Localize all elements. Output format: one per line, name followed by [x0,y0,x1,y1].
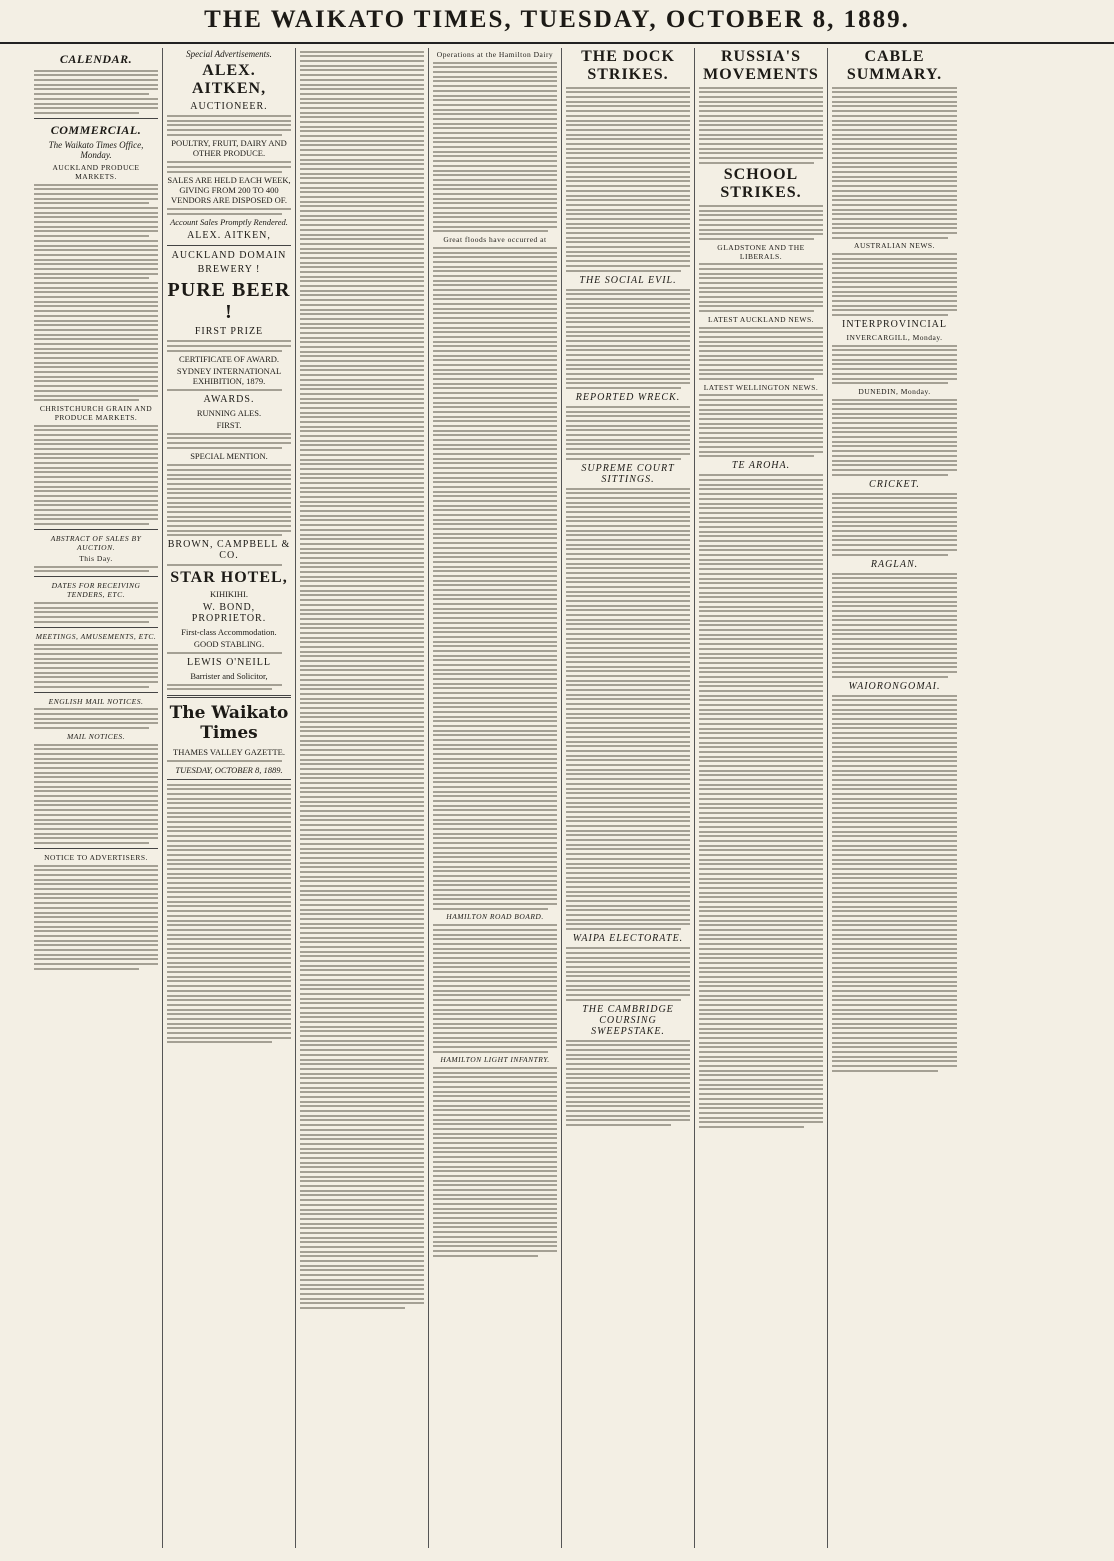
mail-notices-heading: MAIL NOTICES. [66,731,126,741]
sales-label: SALES ARE HELD EACH WEEK, GIVING FROM 200 TO 400 VENDORS ARE DISPOSED OF. [167,175,291,206]
auckland-domain: AUCKLAND DOMAIN [171,250,287,262]
first-label: FIRST. [216,420,242,430]
road-board-heading: HAMILTON ROAD BOARD. [446,912,544,922]
christchurch-heading: CHRISTCHURCH GRAIN AND PRODUCE MARKETS. [39,403,153,422]
article-body [34,425,158,525]
reported-wreck-heading: REPORTED WRECK. [575,391,681,403]
column-5 [562,48,695,1548]
latest-auckland-heading: LATEST AUCKLAND NEWS. [708,314,814,324]
coursing-heading: THE CAMBRIDGE COURSING SWEEPSTAKE. [582,1003,674,1037]
advertiser-name-2: ALEX. AITKEN, [187,230,271,242]
calendar-table [34,70,158,114]
first-prize: FIRST PRIZE [194,326,264,338]
gladstone-heading: GLADSTONE AND THE LIBERALS. [717,242,805,261]
bond-proprietor: W. BOND, PROPRIETOR. [191,602,267,625]
dock-strikes-heading: THE DOCK STRIKES. [581,48,675,83]
special-mention: SPECIAL MENTION. [190,451,268,462]
waipa-heading: WAIPA ELECTORATE. [572,933,684,945]
column-1 [30,48,163,1548]
gazette-label: THAMES VALLEY GAZETTE. [173,747,285,758]
social-evil-heading: THE SOCIAL EVIL. [579,274,677,286]
barrister: Barrister and Solicitor, [190,670,268,681]
produce-label: POULTRY, FRUIT, DAIRY AND OTHER PRODUCE. [171,138,287,159]
brown-campbell: BROWN, CAMPBELL & CO. [167,539,291,562]
newspaper-title: THE WAIKATO TIMES, TUESDAY, OCTOBER 8, 1889. [204,6,910,33]
account-label: Account Sales Promptly Rendered. [170,217,288,228]
invercargill-heading: INVERCARGILL, Monday. [846,333,943,342]
australian-news-heading: AUSTRALIAN NEWS. [854,241,935,251]
dunedin-heading: DUNEDIN, Monday. [858,386,931,396]
stabling: GOOD STABLING. [193,639,265,650]
column-4 [429,48,562,1548]
kihikihi: KIHIKIHI. [209,589,248,600]
latest-wellington-heading: LATEST WELLINGTON NEWS. [703,382,819,392]
special-ads-heading: Special Advertisements. [186,49,272,59]
pure-beer: PURE BEER ! [167,279,291,324]
advertiser-name: ALEX. AITKEN, [191,62,267,97]
commercial-heading: COMMERCIAL. [50,122,142,137]
dates-heading: DATES FOR RECEIVING TENDERS, ETC. [51,581,141,600]
notice-heading: NOTICE TO ADVERTISERS. [44,852,148,862]
commercial-sub: The Waikato Times Office, Monday. [48,139,144,160]
column-6 [695,48,828,1548]
column-2 [163,48,296,1548]
waiorongomai-heading: WAIORONGOMAI. [848,680,941,692]
accommodation: First-class Accommodation. [181,627,277,638]
certificate: CERTIFICATE OF AWARD. [178,354,280,365]
issue-date: TUESDAY, OCTOBER 8, 1889. [175,764,283,775]
english-mail-heading: ENGLISH MAIL NOTICES. [48,696,144,706]
raglan-heading: RAGLAN. [870,558,919,570]
floods-heading: Great floods have occurred at [443,235,547,245]
calendar-heading: CALENDAR. [59,52,133,66]
cable-summary-heading: CABLE SUMMARY. [846,48,943,83]
light-infantry-heading: HAMILTON LIGHT INFANTRY. [440,1055,550,1065]
russia-heading: RUSSIA'S MOVEMENTS [703,48,819,83]
auckland-markets-heading: AUCKLAND PRODUCE MARKETS. [52,162,140,181]
masthead [0,0,1114,44]
article-body [34,184,158,402]
brewery-label: BREWERY ! [197,264,261,276]
dairy-heading: Operations at the Hamilton Dairy [436,50,554,59]
waikato-times-title: The Waikato Times [169,703,289,744]
interprovincial-heading: INTERPROVINCIAL [842,319,947,330]
advertiser-role: AUCTIONEER. [190,101,268,112]
column-3 [296,48,429,1548]
star-hotel: STAR HOTEL, [170,569,288,587]
editorial-body [300,51,424,1309]
lewis-oneill: LEWIS O'NEILL [187,656,271,668]
awards-label: AWARDS. [203,394,255,405]
cricket-heading: CRICKET. [869,478,920,490]
school-strikes-heading: SCHOOL STRIKES. [720,166,802,202]
te-aroha-heading: TE AROHA. [731,460,791,472]
sydney-exhibition: SYDNEY INTERNATIONAL EXHIBITION, 1879. [176,366,282,387]
this-day-label: This Day. [79,554,113,563]
column-7 [828,48,961,1548]
supreme-court-heading: SUPREME COURT SITTINGS. [581,462,675,485]
running-ales: RUNNING ALES. [196,408,262,418]
page-columns [30,48,1098,1548]
abstract-heading: ABSTRACT OF SALES BY AUCTION. [50,534,142,552]
meetings-heading: MEETINGS, AMUSEMENTS, ETC. [35,631,157,641]
